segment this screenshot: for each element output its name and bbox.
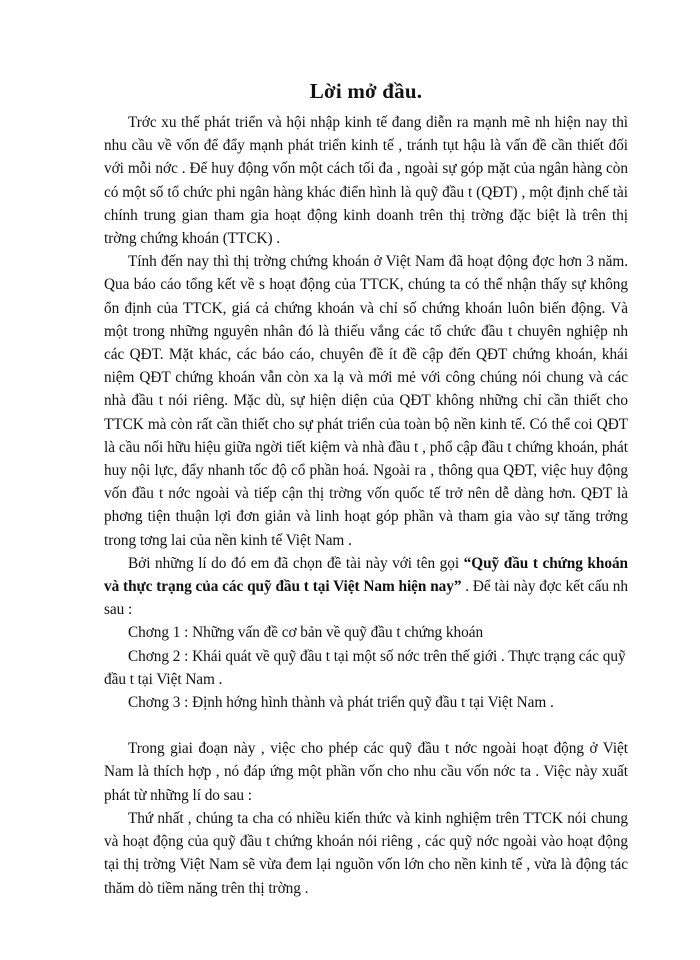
topic-trail-text: . Để tài này đợc kết cấu nh sau :	[104, 578, 628, 619]
chapter-2: Chơng 2 : Khái quát về quỹ đầu t tại một số nớc trên thế giới . Thực trạng các quỹ đầu t tại Việt Nam .	[104, 647, 626, 688]
chapter-3: Chơng 3 : Định hớng hình thành và phát triển quỹ đầu t tại Việt Nam .	[128, 694, 554, 712]
topic-paragraph	[104, 552, 628, 622]
section2-paragraph-1: Trong giai đoạn này , việc cho phép các quỹ đầu t nớc ngoài hoạt động ở Việt Nam là thích hợp , nó đáp ứng một phần vốn cho nhu cầu vốn nớc ta . Việc này xuất phát từ những lí do sau :	[104, 740, 628, 804]
section-spacer	[104, 714, 628, 737]
topic-lead-text: Bởi những lí do đó em đã chọn đề tài này với tên gọi	[128, 554, 464, 572]
intro-paragraph-1: Trớc xu thế phát triển và hội nhập kinh tế đang diễn ra mạnh mẽ nh hiện nay thì nhu cầu về vốn để đẩy mạnh phát triển kinh tế , tránh tụt hậu là vấn đề cần thiết đối với mỗi nớc . Để huy động vốn một cách tối đa , ngoài sự góp mặt của ngân hàng còn có một số tổ chức phi ngân hàng khác điển hình là quỹ đầu t (QĐT) , một định chế tài chính trung gian tham gia hoạt động kinh doanh trên thị trờng đặc biệt là trên thị trờng chứng khoán (TTCK) .	[104, 114, 628, 248]
chapter-1: Chơng 1 : Những vấn đề cơ bản về quỹ đầu t chứng khoán	[128, 624, 484, 642]
document-body	[104, 78, 628, 900]
topic-title: “Quỹ đầu t chứng khoán và thực trạng của các quỹ đầu t tại Việt Nam hiện nay”	[104, 554, 629, 596]
document-title: Lời mở đầu.	[309, 79, 423, 103]
intro-paragraph-2: Tính đến nay thì thị trờng chứng khoán ở Việt Nam đã hoạt động đợc hơn 3 năm. Qua báo cáo tổng kết về s hoạt động của TTCK, chúng ta có thể nhận thấy sự không ổn định của TTCK, giá cả chứng khoán và chỉ số chứng khoán luôn biến động. Và một trong những nguyên nhân đó là thiếu vắng các tổ chức đầu t chuyên nghiệp nh các QĐT. Mặt khác, các báo cáo, chuyên đề ít đề cập đến QĐT chứng khoán, khái niệm QĐT chứng khoán vẫn còn xa lạ và mới mẻ với công chúng nói chung và các nhà đầu t nói riêng. Mặc dù, sự hiện diện của QĐT không những chỉ cần thiết cho TTCK mà còn rất cần thiết cho sự phát triển của toàn bộ nền kinh tế. Có thể coi QĐT là cầu nối hữu hiệu giữa ngời tiết kiệm và nhà đầu t , phổ cập đầu t chứng khoán, phát huy nội lực, đẩy nhanh tốc độ cổ phần hoá. Ngoài ra , thông qua QĐT, việc huy động vốn đầu t nớc ngoài và tiếp cận thị trờng vốn quốc tế trở nên dễ dàng hơn. QĐT là phơng tiện thuận lợi đơn giản và linh hoạt góp phần và tham gia vào sự tăng trởng trong tơng lai của nền kinh tế Việt Nam .	[104, 253, 628, 549]
section2-paragraph-2: Thứ nhất , chúng ta cha có nhiều kiến thức và kinh nghiệm trên TTCK nói chung và hoạt động của quỹ đầu t chứng khoán nói riêng , các quỹ nớc ngoài vào hoạt động tại thị trờng Việt Nam sẽ vừa đem lại nguồn vốn lớn cho nền kinh tế , vừa là động tác thăm dò tiềm năng trên thị trờng .	[104, 809, 628, 897]
